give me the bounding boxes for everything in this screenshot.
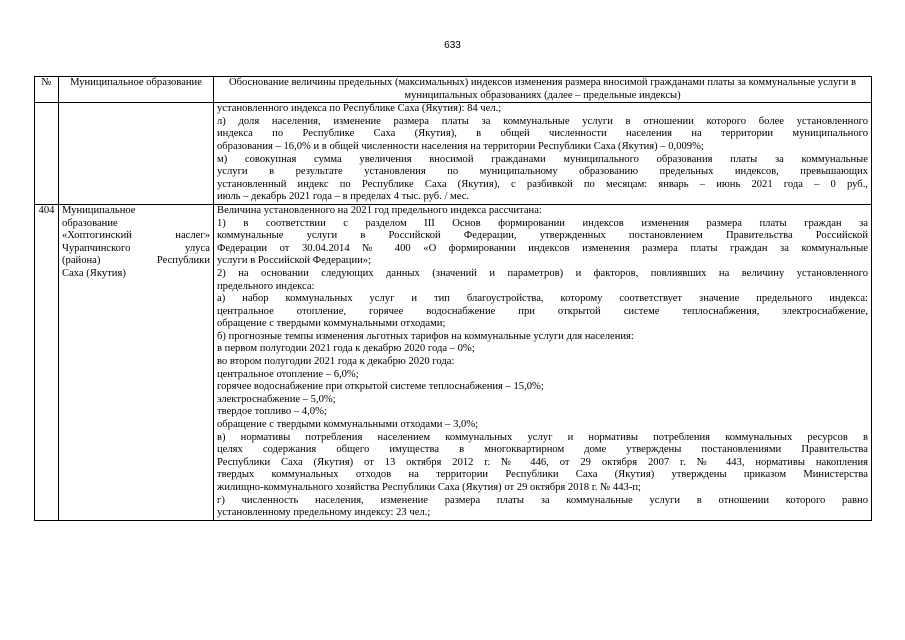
municipality-line: Саха (Якутия) [62, 267, 126, 279]
justification-line: услуги в Российской Федерации»; [217, 255, 372, 267]
row-number [35, 103, 59, 205]
table-body [35, 103, 872, 521]
justification-line: м) совокупная сумма увеличения вносимой гражданами муниципального образования платы за коммунальные [217, 153, 868, 165]
justification-line: Федерации от 30.04.2014 № 400 «О формировании индексов изменения размера платы граждан за коммунальные [217, 242, 868, 254]
justification-line: жилищно-коммунального хозяйства Республики Саха (Якутия) от 29 октября 2018 г. № 443-п; [217, 482, 641, 493]
page-number: 633 [444, 40, 461, 51]
justification-line: Величина установленного на 2021 год предельного индекса рассчитана: [217, 204, 542, 216]
justification-line: обращение с твердыми коммунальными отходами – 3,0%; [217, 419, 479, 431]
header-justification: Обоснование величины предельных (максимальных) индексов изменения размера вносимой гражданами платы за коммунальные услуги в муниципальных образованиях (далее – предельные индексы) [214, 77, 872, 103]
justification-line: твердое топливо – 4,0%; [217, 406, 327, 418]
justification-line: коммунальные услуги в Российской Федерации, утвержденных постановлением Правительства Российской [217, 230, 868, 242]
justification-line: образования – 16,0% и в общей численности населения на территории Республики Саха (Якутия) – 0,009%; [217, 140, 704, 152]
row-justification [214, 204, 872, 520]
justification-line: л) доля населения, изменение размера платы за коммунальные услуги в отношении которого более установленного [217, 115, 868, 127]
justification-line: твердых коммунальных отходов на территории Республики Саха (Якутия) утверждены приказом Министерства [217, 469, 868, 481]
justification-line: в первом полугодии 2021 года к декабрю 2020 года – 0%; [217, 343, 475, 355]
row-number: 404 [35, 204, 59, 520]
justification-line: б) прогнозные темпы изменения льготных тарифов на коммунальные услуги для населения: [217, 330, 634, 342]
table-header-row [35, 77, 872, 103]
municipality-line: «Хоптогинский наслег» [62, 230, 210, 242]
indices-table [34, 76, 872, 521]
justification-line: июль – декабрь 2021 года – в пределах 4 тыс. руб. / мес. [217, 191, 470, 203]
justification-line: горячее водоснабжение при открытой системе теплоснабжения – 15,0%; [217, 381, 544, 393]
justification-line: установленного индекса по Республике Саха (Якутия): 84 чел.; [217, 103, 502, 115]
row-municipality [59, 204, 214, 520]
row-municipality [59, 103, 214, 205]
justification-line: целях содержания общего имущества в многоквартирном доме утверждены постановлениями Правительства [217, 444, 868, 456]
justification-line: центральное отопление, горячее водоснабжение при открытой системе теплоснабжения, электроснабжение, [217, 305, 868, 317]
justification-line: в) нормативы потребления населением коммунальных услуг и нормативы потребления коммунальных ресурсов в [217, 431, 868, 443]
justification-line: г) численность населения, изменение размера платы за коммунальные услуги в отношении которого равно [217, 494, 868, 506]
justification-line: установленный индекс по Республике Саха (Якутия), с разбивкой по месяцам: январь – июнь 2021 года – 0 руб., [217, 178, 868, 190]
justification-line: установленному предельному индексу: 23 чел.; [217, 507, 431, 519]
justification-line: 2) на основании следующих данных (значений и параметров) и факторов, повлиявших на величину установленного [217, 267, 868, 279]
table-row [35, 103, 872, 205]
municipality-line: Муниципальное [62, 204, 136, 216]
municipality-line: (района) Республики [62, 255, 210, 267]
justification-line: индекса по Республике Саха (Якутия), в общей численности населения на территории муниципального [217, 128, 868, 140]
municipality-line: Чурапчинского улуса [62, 242, 210, 254]
header-number: № [35, 77, 59, 103]
justification-line: обращение с твердыми коммунальными отходами; [217, 318, 446, 330]
justification-line: услуги в результате установления по муниципальному образованию предельных индексов, превышающих [217, 166, 868, 178]
justification-line: а) набор коммунальных услуг и тип благоустройства, которому соответствует значение предельного индекса: [217, 293, 868, 305]
justification-line: 1) в соответствии с разделом III Основ формировании индексов изменения размера платы граждан за [217, 217, 868, 229]
justification-line: во втором полугодии 2021 года к декабрю 2020 года: [217, 356, 455, 368]
justification-line: Республики Саха (Якутия) от 13 октября 2012 г. № 446, от 29 октября 2007 г. № 443, нормативы накопления [217, 456, 868, 468]
table-row [35, 204, 872, 520]
justification-line: предельного индекса: [217, 280, 315, 292]
row-justification [214, 103, 872, 205]
municipality-line: образование [62, 217, 118, 229]
justification-line: электроснабжение – 5,0%; [217, 393, 336, 405]
header-municipality: Муниципальное образование [59, 77, 214, 103]
justification-line: центральное отопление – 6,0%; [217, 368, 359, 380]
